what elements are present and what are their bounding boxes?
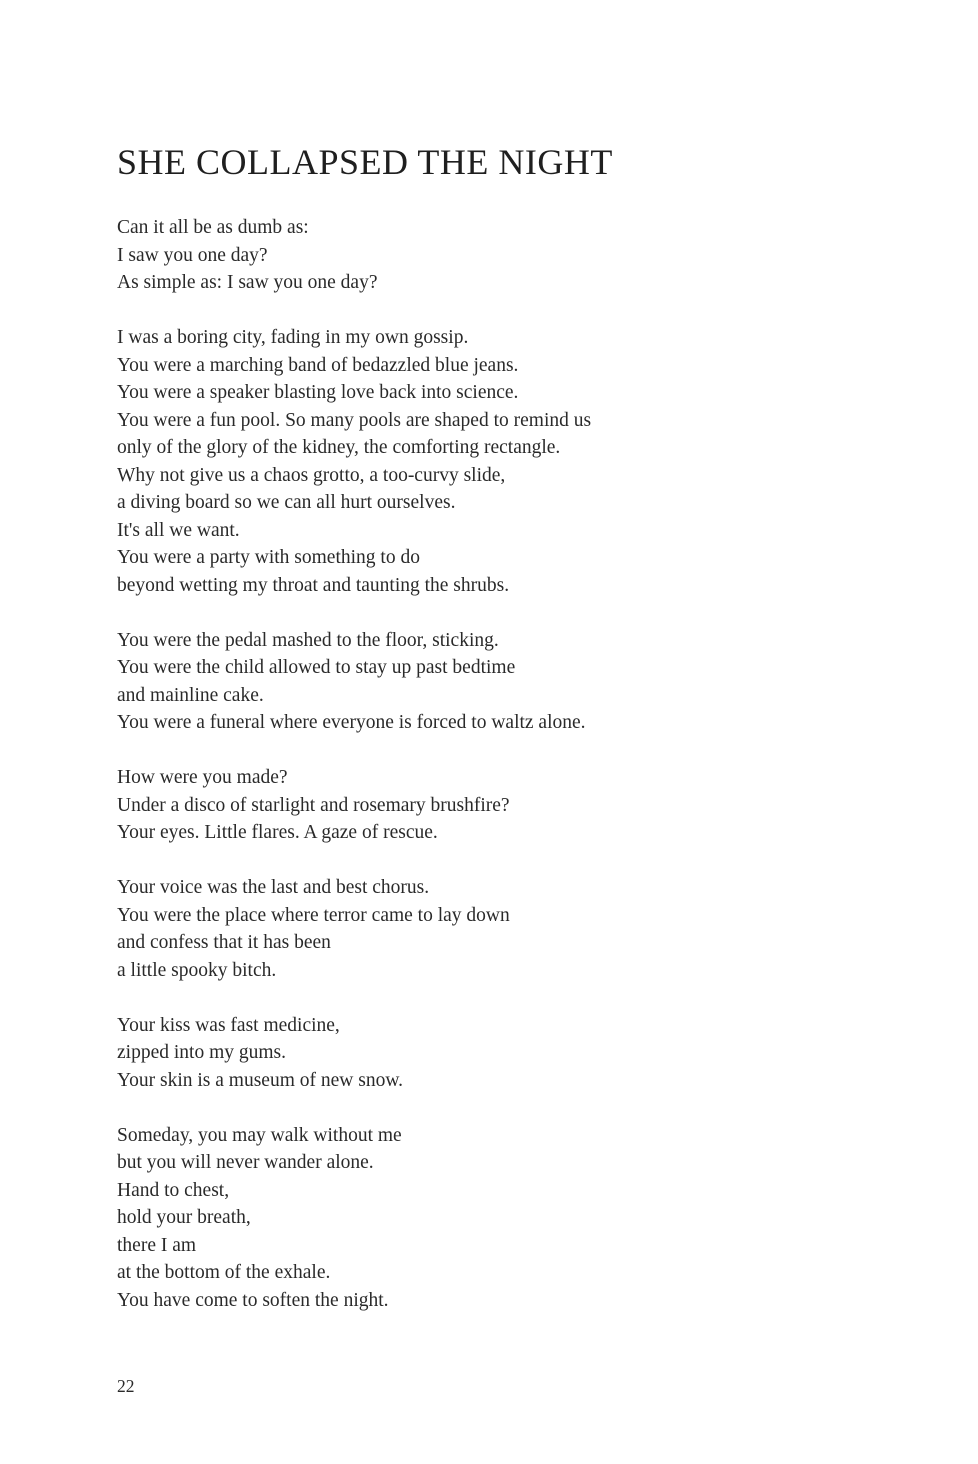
stanza	[117, 874, 757, 984]
poem-line: You were a fun pool. So many pools are shaped to remind us	[117, 409, 592, 431]
poem	[117, 143, 757, 1314]
stanza	[117, 1122, 757, 1315]
poem-line: I saw you one day?	[117, 244, 268, 266]
poem-line: a little spooky bitch.	[117, 959, 277, 981]
poem-line: As simple as: I saw you one day?	[117, 272, 378, 293]
stanza	[117, 324, 757, 599]
poem-line: Someday, you may walk without me	[117, 1124, 402, 1146]
page-number: 22	[117, 1376, 135, 1396]
poem-line: You were the child allowed to stay up past bedtime	[117, 657, 516, 678]
poem-line: a diving board so we can all hurt ourselves.	[117, 492, 456, 513]
stanza	[117, 764, 757, 847]
poem-line: Why not give us a chaos grotto, a too-curvy slide,	[117, 464, 506, 486]
poem-line: It's all we want.	[117, 519, 240, 541]
stanza	[117, 214, 757, 297]
poem-line: Your eyes. Little flares. A gaze of rescue.	[117, 822, 438, 843]
poem-line: Your kiss was fast medicine,	[117, 1014, 340, 1036]
poem-line: Hand to chest,	[117, 1179, 230, 1201]
poem-line: only of the glory of the kidney, the comforting rectangle.	[117, 437, 561, 458]
poem-body	[117, 214, 757, 1314]
stanza	[117, 1012, 757, 1095]
poem-line: You were a funeral where everyone is forced to waltz alone.	[117, 712, 586, 733]
poem-line: and confess that it has been	[117, 932, 331, 953]
poem-line: hold your breath,	[117, 1207, 251, 1228]
poem-line: beyond wetting my throat and taunting the shrubs.	[117, 574, 510, 596]
poem-line: You were a party with something to do	[117, 547, 420, 568]
poem-line: at the bottom of the exhale.	[117, 1262, 331, 1283]
poem-line: zipped into my gums.	[117, 1042, 286, 1063]
poem-line: Can it all be as dumb as:	[117, 217, 309, 238]
poem-line: and mainline cake.	[117, 684, 264, 706]
poem-line: there I am	[117, 1234, 197, 1256]
poem-line: How were you made?	[117, 767, 288, 788]
poem-line: You were the place where terror came to lay down	[117, 904, 510, 926]
poem-line: Your voice was the last and best chorus.	[117, 877, 430, 898]
poem-line: You were a speaker blasting love back into science.	[117, 382, 519, 403]
poem-line: Your skin is a museum of new snow.	[117, 1069, 404, 1091]
poem-title: SHE COLLAPSED THE NIGHT	[117, 142, 613, 182]
poem-line: You were the pedal mashed to the floor, sticking.	[117, 629, 499, 651]
poem-line: Under a disco of starlight and rosemary brushfire?	[117, 794, 510, 816]
poem-line: You have come to soften the night.	[117, 1289, 389, 1311]
poem-line: I was a boring city, fading in my own gossip.	[117, 327, 469, 348]
stanza	[117, 627, 757, 737]
poem-line: You were a marching band of bedazzled blue jeans.	[117, 354, 519, 376]
poem-line: but you will never wander alone.	[117, 1152, 374, 1173]
